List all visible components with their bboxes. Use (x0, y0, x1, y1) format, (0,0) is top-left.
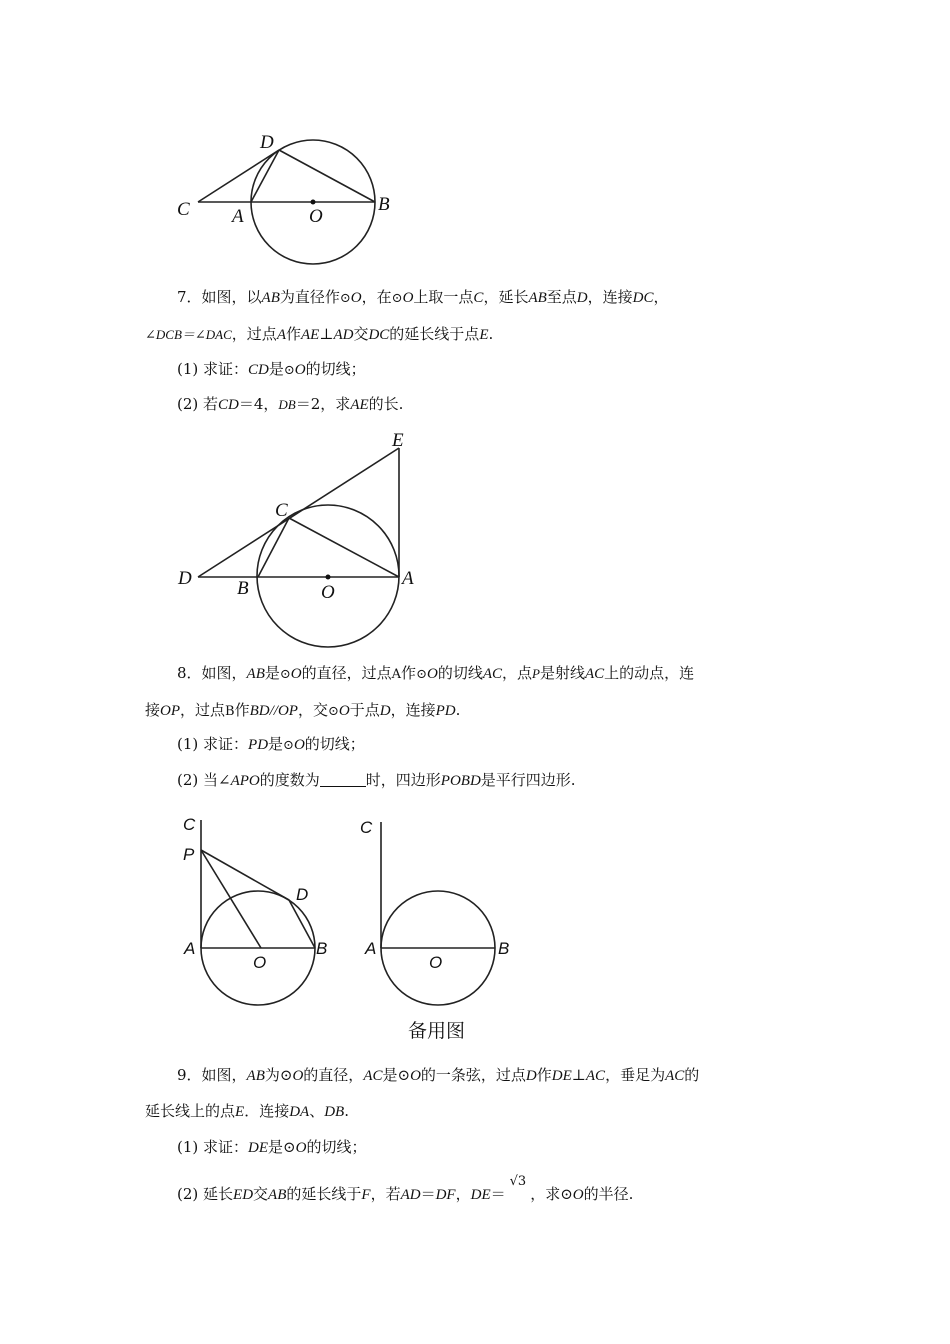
q7-line2: ∠DCB＝∠DAC，过点A作AE⊥AD交DC的延长线于点E. (145, 325, 494, 343)
q9-line1: 9．如图，AB为⊙O的直径，AC是⊙O的一条弦，过点D作DE⊥AC，垂足为AC的 (177, 1066, 700, 1084)
sqrt-three: √3 (509, 1174, 527, 1189)
q8-line1: 8．如图，AB是⊙O的直径，过点A作⊙O的切线AC，点P是射线AC上的动点，连 (177, 664, 695, 682)
q9-part2: (2) 延长ED交AB的延长线于F，若AD＝DF，DE＝√3，求⊙O的半径. (177, 1183, 633, 1207)
label-o: O (253, 953, 267, 972)
label-a: A (184, 939, 196, 958)
label-b: B (316, 939, 328, 958)
segment-db (289, 900, 315, 948)
label-c: C (275, 500, 288, 521)
q9-part1: (1) 求证：DE是⊙O的切线； (177, 1138, 367, 1156)
label-a: A (232, 206, 244, 227)
q7-line1: 7．如图，以AB为直径作⊙O，在⊙O上取一点C，延长AB至点D，连接DC， (177, 288, 669, 306)
label-o: O (321, 582, 335, 603)
spare-label-o: O (429, 953, 443, 972)
label-d: D (260, 132, 274, 153)
label-p: P (183, 845, 195, 864)
label-b: B (237, 578, 249, 599)
spare-figure-caption: 备用图 (408, 1020, 466, 1042)
label-c: C (177, 199, 190, 220)
q8-line2: 接OP，过点B作BD//OP，交⊙O于点D，连接PD. (145, 701, 461, 719)
q8-part1: (1) 求证：PD是⊙O的切线； (177, 735, 365, 753)
q9-line2: 延长线上的点E．连接DA、DB. (145, 1102, 349, 1120)
label-d: D (296, 885, 309, 904)
label-a: A (402, 568, 414, 589)
q7-part2: (2) 若CD＝4，DB＝2，求AE的长. (177, 395, 404, 413)
segment-po (201, 850, 261, 948)
spare-label-c: C (360, 818, 373, 837)
label-d: D (178, 568, 192, 589)
label-b: B (378, 194, 390, 215)
spare-label-b: B (498, 939, 510, 958)
q8-part2: (2) 当∠APO的度数为 时，四边形POBD是平行四边形. (177, 771, 576, 789)
label-c: C (183, 815, 196, 834)
label-e: E (392, 430, 404, 451)
label-o: O (309, 206, 323, 227)
q7-part1: (1) 求证：CD是⊙O的切线； (177, 360, 366, 378)
spare-label-a: A (365, 939, 377, 958)
